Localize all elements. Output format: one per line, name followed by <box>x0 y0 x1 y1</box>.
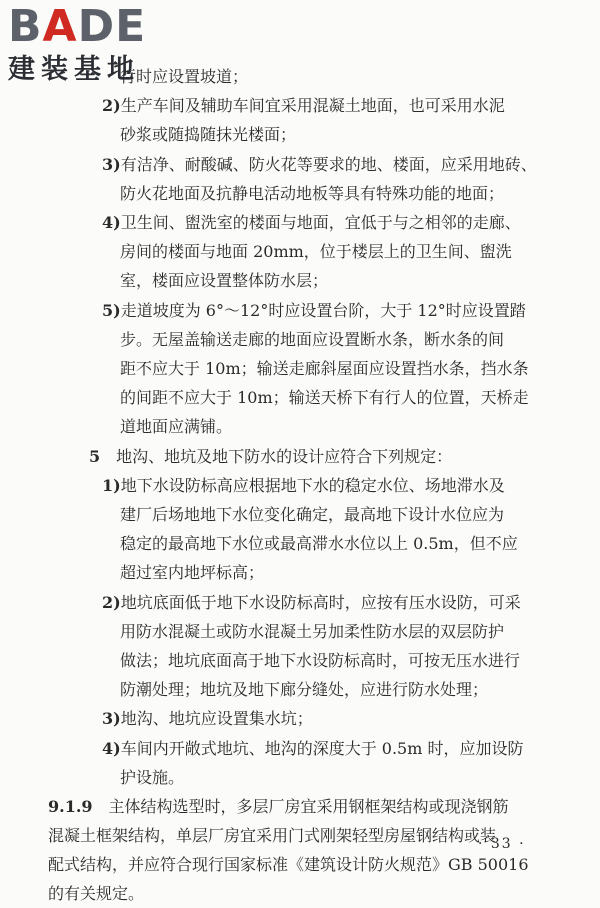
line-text: 房间的楼面与地面 20mm，位于楼层上的卫生间、盥洗 <box>120 242 512 261</box>
line-text: 步。无屋盖输送走廊的地面应设置断水条，断水条的间 <box>120 330 505 349</box>
line-text: 主体结构选型时，多层厂房宜采用钢框架结构或现浇钢筋 <box>92 797 509 816</box>
line-text: 做法；地坑底面高于地下水设防标高时，可按无压水进行 <box>120 651 521 670</box>
text-line <box>120 763 184 792</box>
line-text: 护设施。 <box>120 768 185 787</box>
text-line <box>102 208 521 237</box>
logo-letter: B <box>8 1 43 52</box>
page-number: · 33 · <box>478 836 526 852</box>
line-text: 混凝土框架结构，单层厂房宜采用门式刚架轻型房屋钢结构或装 <box>48 826 497 845</box>
text-line <box>120 412 232 441</box>
text-line <box>102 734 524 763</box>
text-line <box>120 646 520 675</box>
text-line <box>102 704 313 733</box>
line-text: 防火花地面及抗静电活动地板等具有特殊功能的地面； <box>120 184 505 203</box>
text-line <box>120 120 296 149</box>
text-line <box>120 529 518 558</box>
line-text: 行时应设置坡道； <box>120 67 249 86</box>
line-text: 地坑底面低于地下水设防标高时，应按有压水设防，可采 <box>120 593 521 612</box>
line-text: 车间内开敞式地坑、地沟的深度大于 0.5m 时，应加设防 <box>120 739 524 758</box>
line-text: 室，楼面应设置整体防水层； <box>120 271 329 290</box>
text-line <box>48 821 496 850</box>
line-text: 稳定的最高地下水位或最高滞水水位以上 0.5m，但不应 <box>120 534 518 553</box>
text-line <box>102 91 505 120</box>
line-text: 距不应大于 10m；输送走廊斜屋面应设置挡水条，挡水条 <box>120 359 529 378</box>
item-number: 5) <box>102 301 121 320</box>
line-text: 建厂后场地地下水位变化确定，最高地下设计水位应为 <box>120 505 505 524</box>
line-text: 地沟、地坑及地下防水的设计应符合下列规定： <box>100 447 453 466</box>
item-number: 3) <box>102 155 121 174</box>
text-line <box>120 266 328 295</box>
line-text: 走道坡度为 6°～12°时应设置台阶，大于 12°时应设置踏 <box>120 301 526 320</box>
logo-letters: DE <box>77 1 147 52</box>
line-text: 生产车间及辅助车间宜采用混凝土地面，也可采用水泥 <box>120 96 505 115</box>
line-text: 的有关规定。 <box>48 884 145 903</box>
text-line <box>120 179 504 208</box>
line-text: 地下水设防标高应根据地下水的稳定水位、场地滞水及 <box>120 476 505 495</box>
text-line <box>120 383 529 412</box>
line-text: 配式结构，并应符合现行国家标准《建筑设计防火规范》GB 50016 <box>48 855 529 874</box>
line-text: 有洁净、耐酸碱、防火花等要求的地、楼面，应采用地砖、 <box>120 155 537 174</box>
item-number: 4) <box>102 739 121 758</box>
line-text: 的间距不应大于 10m；输送天桥下有行人的位置，天桥走 <box>120 388 529 407</box>
bade-logo <box>8 1 180 92</box>
text-line <box>89 442 452 471</box>
logo-subtitle: 建装基地 <box>8 54 140 85</box>
item-number: 9.1.9 <box>48 797 93 816</box>
item-number: 4) <box>102 213 121 232</box>
text-line <box>120 500 504 529</box>
text-line <box>120 617 504 646</box>
logo-letter-accent: A <box>42 1 78 52</box>
line-text: 超过室内地坪标高； <box>120 563 265 582</box>
line-text: 用防水混凝土或防水混凝土另加柔性防水层的双层防护 <box>120 622 505 641</box>
text-line <box>120 675 488 704</box>
text-line <box>102 588 521 617</box>
text-line <box>48 879 144 908</box>
text-line <box>102 296 526 325</box>
text-line <box>120 354 529 383</box>
line-text: 砂浆或随捣随抹光楼面； <box>120 125 297 144</box>
item-number: 1) <box>102 476 121 495</box>
item-number: 2) <box>102 593 121 612</box>
text-line <box>48 850 529 879</box>
text-line <box>120 558 264 587</box>
line-text: 防潮处理；地坑及地下廊分缝处，应进行防水处理； <box>120 680 489 699</box>
line-text: 卫生间、盥洗室的楼面与地面，宜低于与之相邻的走廊、 <box>120 213 521 232</box>
line-text: 道地面应满铺。 <box>120 417 233 436</box>
text-line <box>120 237 512 266</box>
item-number: 2) <box>102 96 121 115</box>
logo-mark <box>8 1 180 52</box>
item-number: 5 <box>89 447 101 466</box>
line-text: 地沟、地坑应设置集水坑； <box>120 709 313 728</box>
text-line <box>48 792 509 821</box>
text-line <box>102 471 505 500</box>
item-number: 3) <box>102 709 121 728</box>
text-line <box>102 150 537 179</box>
text-line <box>120 325 504 354</box>
